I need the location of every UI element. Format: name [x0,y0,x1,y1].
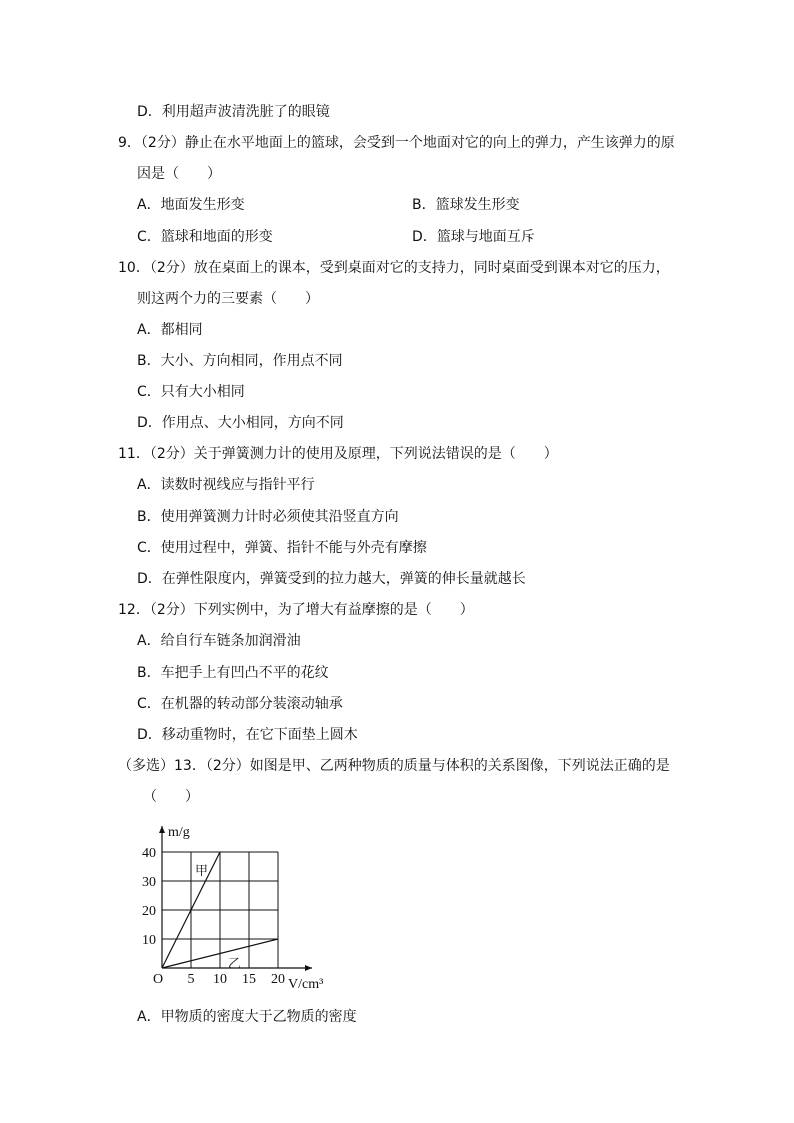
q10-option-a: A．都相同 [137,322,203,338]
q11-option-d: D．在弹性限度内，弹簧受到的拉力越大，弹簧的伸长量就越长 [137,571,526,587]
y-tick-label-0: 10 [142,933,156,948]
q13-stem: （多选）13．（2分）如图是甲、乙两种物质的质量与体积的关系图像，下列说法正确的是 [118,758,670,774]
chart-grid [162,852,278,968]
q11-option-c: C．使用过程中，弹簧、指针不能与外壳有摩擦 [137,540,427,556]
q11-option-a: A．读数时视线应与指针平行 [137,477,315,493]
q12-option-b: B．车把手上有凹凸不平的花纹 [137,665,329,681]
x-axis-label: V/cm³ [288,977,324,992]
q10-option-d: D．作用点、大小相同，方向不同 [137,415,344,431]
x-tick-label-2: 15 [242,972,256,987]
y-axis-label: m/g [168,825,190,840]
q8-option-d: D．利用超声波清洗脏了的眼镜 [137,104,330,120]
q9-stem-cont: 因是（ ） [137,166,221,182]
x-tick-label-3: 20 [271,972,285,987]
x-tick-label-1: 10 [213,972,227,987]
q12-option-c: C．在机器的转动部分装滚动轴承 [137,696,343,712]
mass-volume-chart [140,818,340,998]
q12-option-d: D．移动重物时，在它下面垫上圆木 [137,727,358,743]
y-tick-label-1: 20 [142,904,156,919]
q10-option-b: B．大小、方向相同，作用点不同 [137,353,343,369]
x-tick-label-0: 5 [187,972,195,987]
y-tick-label-3: 40 [142,846,156,861]
origin-label: O [152,972,164,987]
q9-option-a: A．地面发生形变 [137,197,245,213]
q12-option-a: A．给自行车链条加润滑油 [137,633,301,649]
q11-option-b: B．使用弹簧测力计时必须使其沿竖直方向 [137,509,399,525]
y-tick-label-2: 30 [142,875,156,890]
q10-stem-cont: 则这两个力的三要素（ ） [137,291,319,307]
q9-option-b: B．篮球发生形变 [412,197,520,213]
q12-stem: 12．（2分）下列实例中，为了增大有益摩擦的是（ ） [118,602,474,618]
q13-stem-cont: （ ） [143,789,199,805]
q13-option-a: A．甲物质的密度大于乙物质的密度 [137,1009,357,1025]
series-label-jia: 甲 [195,864,209,879]
q9-stem: 9．（2分）静止在水平地面上的篮球，会受到一个地面对它的向上的弹力，产生该弹力的原 [118,135,675,151]
q9-option-d: D．篮球与地面互斥 [412,229,535,245]
q11-stem: 11．（2分）关于弹簧测力计的使用及原理，下列说法错误的是（ ） [118,446,558,462]
series-label-yi: 乙 [228,957,242,972]
q9-option-c: C．篮球和地面的形变 [137,229,273,245]
q10-stem: 10．（2分）放在桌面上的课本，受到桌面对它的支持力，同时桌面受到课本对它的压力， [118,260,670,276]
q10-option-c: C．只有大小相同 [137,384,245,400]
